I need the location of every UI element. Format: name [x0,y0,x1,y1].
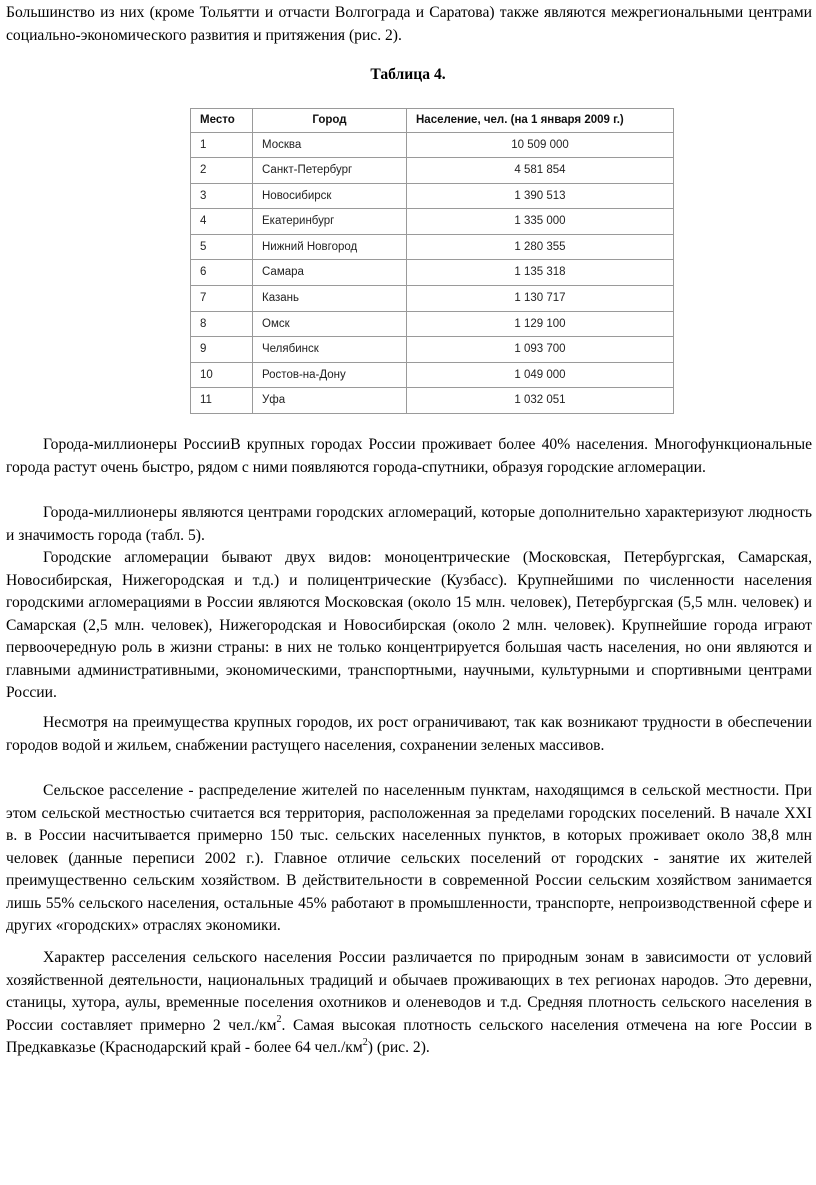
paragraph-rural-settlement: Сельское расселение - распределение жителей по населенным пунктам, находящимся в сельской местности. При этом сельской местностью считается вся территория, расположенная за пределами городских поселений. В начале XXI в. в России насчитывается примерно 150 тыс. сельских населенных пунктов, в которых проживает около 38,8 млн человек (данные переписи 2002 г.). Главное отличие сельских поселений от городских - занятие их жителей преимущественно сельским хозяйством. В действительности в современной России сельским хозяйством занимается лишь 55% сельского населения, остальные 45% работают в промышленности, транспорте, непроизводственной сфере и других «городских» отраслях экономики. [6,782,812,934]
paragraph-agglomeration-types: Городские агломерации бывают двух видов: моноцентрические (Московская, Петербургская, Самарская, Новосибирская, Нижегородская и т.д.) и полицентрические (Кузбасс). Крупнейшими по численности населения городскими агломерациями в России являются Московская (около 15 млн. человек), Петербургская (5,5 млн. человек) и Самарская (2,5 млн. человек), Нижегородская и Новосибирская (около 2 млн. человек). Крупнейшие города играют первоочередную роль в жизни страны: в них не только концентрируется большая часть населения, но они являются и главными административными, экономическими, транспортными, научными, культурными и спортивными центрами России. [6,549,812,701]
cell-rank: 9 [191,337,253,363]
cell-population: 1 129 100 [407,311,674,337]
paragraph-millionaire-cities: Города-миллионеры РоссииВ крупных городах России проживает более 40% населения. Многофункциональные города растут очень быстро, рядом с ними появляются города-спутники, образуя городские агломерации. [6,436,812,476]
table-row [191,158,674,184]
cell-rank: 8 [191,311,253,337]
cell-population: 1 135 318 [407,260,674,286]
cell-city: Москва [253,132,407,158]
cell-city: Санкт-Петербург [253,158,407,184]
header-population: Население, чел. (на 1 января 2009 г.) [407,109,674,133]
paragraph-agglomeration-centers: Города-миллионеры являются центрами городских агломераций, которые дополнительно характеризуют людность и значимость города (табл. 5). [6,504,812,544]
cell-rank: 2 [191,158,253,184]
cell-rank: 6 [191,260,253,286]
cell-city: Нижний Новгород [253,234,407,260]
cell-rank: 1 [191,132,253,158]
rural-text-part1: Характер расселения сельского населения России различается по природным зонам в зависимости от условий хозяйственной деятельности, национальных традиций и обычаев проживающих в тех регионах народов. Это деревни, станицы, хутора, аулы, временные поселения охотников и оленеводов и т.д. Средняя плотность сельского населения в России составляет примерно 2 чел./км [6,949,812,1034]
cell-rank: 10 [191,362,253,388]
cell-population: 1 032 051 [407,388,674,414]
superscript-2a: 2 [276,1014,282,1026]
cell-population: 1 390 513 [407,183,674,209]
cell-rank: 11 [191,388,253,414]
cell-city: Ростов-на-Дону [253,362,407,388]
table-row [191,132,674,158]
cell-city: Казань [253,285,407,311]
table-row [191,234,674,260]
table-header-row [191,109,674,133]
cell-population: 1 280 355 [407,234,674,260]
table-row [191,183,674,209]
cell-population: 1 335 000 [407,209,674,235]
table-row [191,260,674,286]
cell-rank: 5 [191,234,253,260]
cell-city: Челябинск [253,337,407,363]
rural-text-part2: . Самая высокая плотность сельского населения отмечена на юге России в Предкавказье (Краснодарский край - более 64 чел./км [6,1016,812,1056]
table-row [191,285,674,311]
cell-city: Омск [253,311,407,337]
cell-rank: 4 [191,209,253,235]
cell-population: 4 581 854 [407,158,674,184]
population-table [190,108,674,414]
paragraph-rural-character [6,947,812,1060]
cell-population: 1 049 000 [407,362,674,388]
cell-population: 10 509 000 [407,132,674,158]
header-rank: Место [191,109,253,133]
cell-city: Новосибирск [253,183,407,209]
intro-paragraph: Большинство из них (кроме Тольятти и отчасти Волгограда и Саратова) также являются межрегиональными центрами социально-экономического развития и притяжения (рис. 2). [6,4,812,44]
table-row [191,362,674,388]
header-city: Город [253,109,407,133]
table-row [191,337,674,363]
rural-text-part3: ) (рис. 2). [367,1039,430,1056]
cell-city: Екатеринбург [253,209,407,235]
superscript-2b: 2 [362,1036,368,1048]
table-row [191,311,674,337]
cell-city: Самара [253,260,407,286]
cell-rank: 3 [191,183,253,209]
table-row [191,209,674,235]
table-row [191,388,674,414]
table-caption: Таблица 4. [370,66,446,83]
paragraph-growth-limits: Несмотря на преимущества крупных городов, их рост ограничивают, так как возникают трудности в обеспечении городов водой и жильем, снабжении растущего населения, сохранении зеленых массивов. [6,714,812,754]
cell-city: Уфа [253,388,407,414]
cell-rank: 7 [191,285,253,311]
cell-population: 1 130 717 [407,285,674,311]
population-table-figure [190,108,674,414]
cell-population: 1 093 700 [407,337,674,363]
